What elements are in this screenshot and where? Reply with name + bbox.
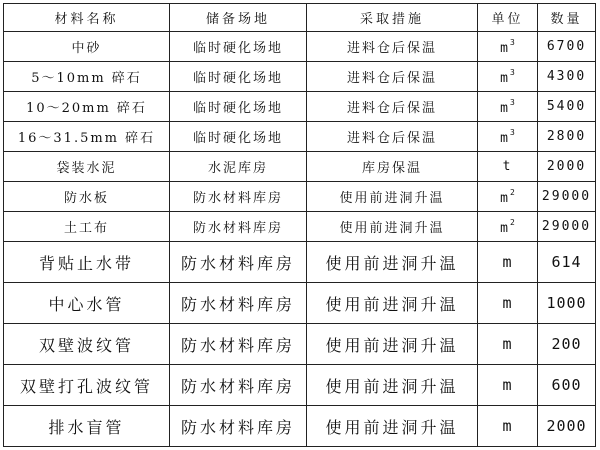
cell-quantity: 4300 xyxy=(538,62,596,92)
cell-material: 袋装水泥 xyxy=(4,152,170,182)
unit-symbol: m xyxy=(500,130,510,146)
cell-location: 防水材料库房 xyxy=(170,283,307,324)
cell-location: 水泥库房 xyxy=(170,152,307,182)
cell-quantity: 2000 xyxy=(538,406,596,447)
table-row xyxy=(4,122,596,152)
cell-unit xyxy=(478,62,538,92)
cell-unit xyxy=(478,324,538,365)
table-header-row xyxy=(4,4,596,32)
cell-location: 临时硬化场地 xyxy=(170,62,307,92)
cell-material: 防水板 xyxy=(4,182,170,212)
header-unit: 单位 xyxy=(478,4,538,32)
header-measures: 采取措施 xyxy=(307,4,478,32)
cell-unit xyxy=(478,92,538,122)
cell-quantity: 1000 xyxy=(538,283,596,324)
cell-unit xyxy=(478,365,538,406)
cell-location: 防水材料库房 xyxy=(170,324,307,365)
cell-measures: 进料仓后保温 xyxy=(307,32,478,62)
table-row xyxy=(4,182,596,212)
cell-measures: 进料仓后保温 xyxy=(307,62,478,92)
cell-quantity: 6700 xyxy=(538,32,596,62)
cell-unit xyxy=(478,406,538,447)
table-row xyxy=(4,152,596,182)
header-material: 材料名称 xyxy=(4,4,170,32)
unit-symbol: m xyxy=(500,220,510,236)
table-row xyxy=(4,242,596,283)
unit-symbol: m xyxy=(502,335,513,353)
unit-symbol: m xyxy=(502,417,513,435)
cell-measures: 使用前进洞升温 xyxy=(307,406,478,447)
cell-measures: 进料仓后保温 xyxy=(307,122,478,152)
cell-location: 防水材料库房 xyxy=(170,212,307,242)
cell-measures: 使用前进洞升温 xyxy=(307,182,478,212)
cell-material: 土工布 xyxy=(4,212,170,242)
unit-symbol: m xyxy=(500,100,510,116)
table-row xyxy=(4,92,596,122)
cell-quantity: 200 xyxy=(538,324,596,365)
cell-material: 5～10mm 碎石 xyxy=(4,62,170,92)
unit-exponent: 3 xyxy=(510,97,515,107)
cell-material: 双壁波纹管 xyxy=(4,324,170,365)
cell-location: 临时硬化场地 xyxy=(170,92,307,122)
cell-location: 防水材料库房 xyxy=(170,406,307,447)
table-row xyxy=(4,324,596,365)
cell-quantity: 614 xyxy=(538,242,596,283)
cell-location: 防水材料库房 xyxy=(170,365,307,406)
cell-material: 中心水管 xyxy=(4,283,170,324)
cell-unit xyxy=(478,152,538,182)
cell-quantity: 5400 xyxy=(538,92,596,122)
unit-exponent: 3 xyxy=(510,67,515,77)
cell-material: 双壁打孔波纹管 xyxy=(4,365,170,406)
cell-measures: 使用前进洞升温 xyxy=(307,365,478,406)
table-row xyxy=(4,406,596,447)
cell-measures: 使用前进洞升温 xyxy=(307,212,478,242)
unit-symbol: m xyxy=(502,376,513,394)
cell-location: 临时硬化场地 xyxy=(170,122,307,152)
unit-symbol: m xyxy=(500,40,510,56)
cell-measures: 进料仓后保温 xyxy=(307,92,478,122)
cell-quantity: 600 xyxy=(538,365,596,406)
cell-unit xyxy=(478,32,538,62)
unit-exponent: 2 xyxy=(510,217,515,227)
cell-unit xyxy=(478,182,538,212)
cell-location: 防水材料库房 xyxy=(170,182,307,212)
table-row xyxy=(4,365,596,406)
unit-symbol: m xyxy=(502,253,513,271)
cell-quantity: 2800 xyxy=(538,122,596,152)
cell-quantity: 29000 xyxy=(538,182,596,212)
cell-quantity: 2000 xyxy=(538,152,596,182)
cell-material: 排水盲管 xyxy=(4,406,170,447)
cell-unit xyxy=(478,212,538,242)
table-row xyxy=(4,283,596,324)
cell-quantity: 29000 xyxy=(538,212,596,242)
header-quantity: 数量 xyxy=(538,4,596,32)
unit-symbol: m xyxy=(500,190,510,206)
table-row xyxy=(4,212,596,242)
header-location: 储备场地 xyxy=(170,4,307,32)
cell-measures: 使用前进洞升温 xyxy=(307,324,478,365)
material-storage-table xyxy=(3,3,596,447)
unit-exponent: 2 xyxy=(510,187,515,197)
cell-unit xyxy=(478,122,538,152)
table-row xyxy=(4,62,596,92)
cell-material: 10～20mm 碎石 xyxy=(4,92,170,122)
unit-symbol: t xyxy=(502,159,513,174)
cell-material: 背贴止水带 xyxy=(4,242,170,283)
cell-location: 临时硬化场地 xyxy=(170,32,307,62)
cell-material: 中砂 xyxy=(4,32,170,62)
table-row xyxy=(4,32,596,62)
cell-material: 16～31.5mm 碎石 xyxy=(4,122,170,152)
table-body xyxy=(4,32,596,447)
unit-exponent: 3 xyxy=(510,37,515,47)
unit-exponent: 3 xyxy=(510,127,515,137)
unit-symbol: m xyxy=(502,294,513,312)
cell-location: 防水材料库房 xyxy=(170,242,307,283)
cell-unit xyxy=(478,242,538,283)
cell-measures: 库房保温 xyxy=(307,152,478,182)
cell-measures: 使用前进洞升温 xyxy=(307,283,478,324)
unit-symbol: m xyxy=(500,70,510,86)
cell-measures: 使用前进洞升温 xyxy=(307,242,478,283)
cell-unit xyxy=(478,283,538,324)
